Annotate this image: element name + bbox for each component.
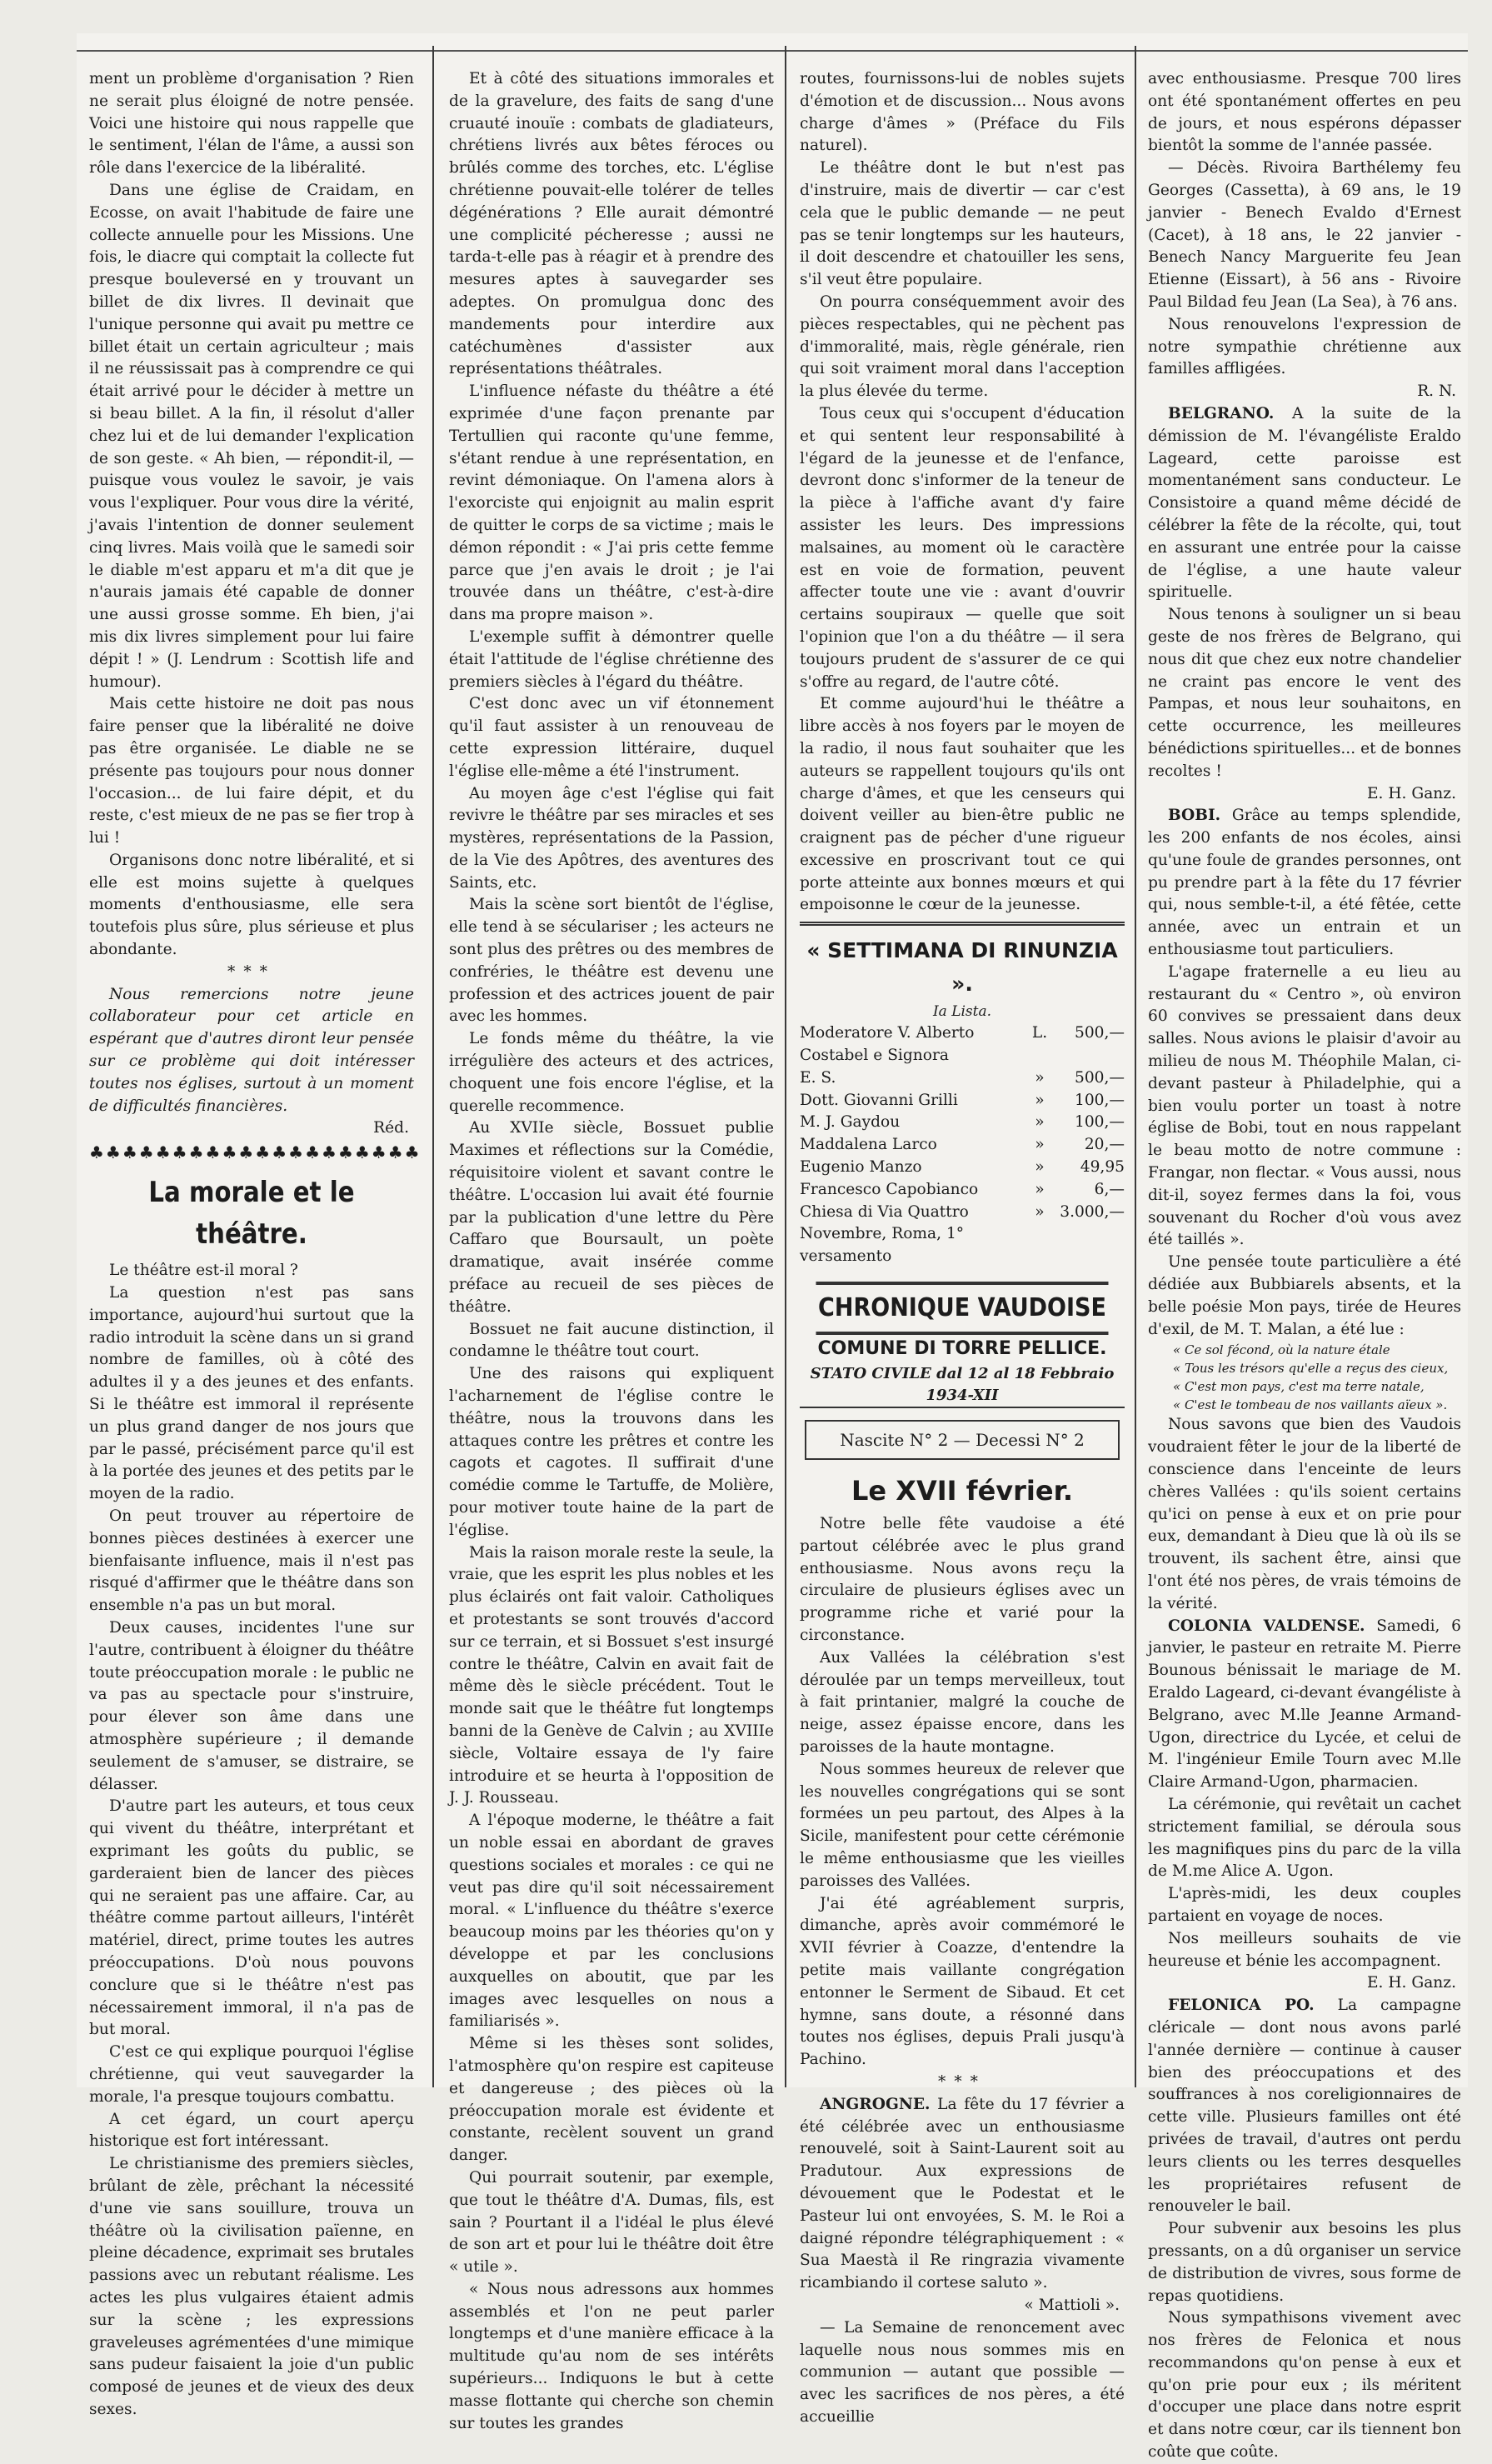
- paragraph: La question n'est pas sans importance, aujourd'hui surtout que la radio introduit la scène dans un si grand nombre de familles, où à côté des adultes il y a des jeunes et des enfants. Si le théâtre est immoral il représente un plus grand danger de nos jours que par le passé, précisément parce qu'il est à la portée des jeunes et des petits par le moyen de la radio.: [89, 1284, 414, 1503]
- column-4: [1148, 68, 1462, 2462]
- signature: « Mattioli ».: [1024, 2296, 1120, 2314]
- paragraph: L'après-midi, les deux couples partaient en voyage de noces.: [1148, 1885, 1461, 1925]
- paragraph: — La Semaine de renoncement avec laquelle nous nous sommes mis en communion — autant que possible — avec les sacrifices de nos pères, a été accueillie: [800, 2318, 1125, 2426]
- paragraph: C'est donc avec un vif étonnement qu'il faut assister à un renouveau de cette expression littéraire, duquel l'église elle-même a été l'instrument.: [449, 695, 774, 780]
- paragraph: C'est ce qui explique pourquoi l'église chrétienne, qui veut sauvegarder la morale, l'a presque toujours combattu.: [89, 2043, 414, 2106]
- paragraph: Même si les thèses sont solides, l'atmosphère qu'on respire est capiteuse et dangereuse ; des pièces où la préoccupation morale est évidente et constante, recèlent souvent un grand danger.: [449, 2035, 774, 2165]
- signature: Réd.: [373, 1119, 409, 1137]
- donation-amount: 100,—: [1075, 1113, 1125, 1132]
- signature: R. N.: [1417, 382, 1456, 401]
- column-rule: [432, 46, 434, 2087]
- paragraph: Le fonds même du théâtre, la vie irrégulière des acteurs et des actrices, choquent une fois encore l'église, et la querelle recommence.: [449, 1030, 774, 1115]
- paragraph: « Nous nous adressons aux hommes assemblés et l'on ne peut parler longtemps et d'une manière efficace à la multitude qu'au nom de ses intérêts supérieurs... Indiquons le but à cette masse flottante qui cherche son chemin sur toutes les grandes: [449, 2280, 774, 2432]
- currency-mark: »: [1035, 1113, 1045, 1132]
- paragraph: Et à côté des situations immorales et de la gravelure, des faits de sang d'une cruauté inouïe : combats de gladiateurs, chrétiens livrés aux bêtes féroces ou brûlés comme des torches, etc. L'église chrétienne pouvait-elle tolérer de telles dégénérations ? Elle aurait démontré une complicité pécheresse ; aussi ne tarda-t-elle pas à réagir et à prendre des mesures aptes à sauvegarder ses adeptes. On promulgua donc des mandements pour interdire aux catéchumènes d'assister aux représentations théâtrales.: [449, 70, 774, 378]
- paragraph: Organisons donc notre libéralité, et si elle est moins sujette à quelques moments d'enthousiasme, elle sera toutefois plus sûre, plus sérieuse et plus abondante.: [89, 851, 414, 959]
- donation-row: [800, 1067, 1125, 1090]
- donor-name: Maddalena Larco: [800, 1136, 937, 1154]
- paragraph: Le christianisme des premiers siècles, brûlant de zèle, prêchant la nécessité d'une vie sans souillure, trouva un théâtre où la civilisation païenne, en pleine décadence, exprimait ses brutales passions avec un rebutant réalisme. Les actes les plus vulgaires étaient admis sur la scène ; les expressions graveleuses agrémentées d'une mimique sans pudeur faisaient la joie d'un public composé de jeunes et de vieux des deux sexes.: [89, 2155, 414, 2418]
- paragraph: Nous renouvelons l'expression de notre sympathie chrétienne aux familles affligées.: [1148, 315, 1461, 378]
- comune-heading: COMUNE DI TORRE PELLICE.: [817, 1338, 1107, 1360]
- donor-name: Moderatore V. Alberto Costabel e Signora: [800, 1024, 975, 1065]
- stato-civile-heading: STATO CIVILE dal 12 al 18 Febbraio 1934-XII: [800, 1363, 1125, 1408]
- column-rule: [785, 46, 786, 2087]
- paragraph: L'exemple suffit à démontrer quelle était l'attitude de l'église chrétienne des premiers siècles à l'égard du théâtre.: [449, 627, 774, 691]
- paragraph: [1148, 1616, 1461, 1794]
- signature: E. H. Ganz.: [1366, 1974, 1456, 1992]
- donor-name: Chiesa di Via Quattro Novembre, Roma, 1° versamento: [800, 1202, 969, 1266]
- paragraph: Nous savons que bien des Vaudois voudraient fêter le jour de la liberté de conscience dans l'enceinte de leurs chères Vallées : qu'ils soient certains qu'ici on pense à eux et on prie pour eux, demandant à Dieu que là où ils se trouvent, ils sachent être, ainsi que l'ont été nos pères, de vrais témoins de la vérité.: [1148, 1416, 1461, 1612]
- place-name: BELGRANO.: [1168, 404, 1275, 422]
- donation-row: [800, 1179, 1125, 1202]
- section-separator: ***: [227, 962, 276, 981]
- paragraph: Dans une église de Craidam, en Ecosse, on avait l'habitude de faire une collecte annuelle pour les Missions. Une fois, le diacre qui comptait la collecte fut presque bouleversé en y trouvant un billet de dix livres. Il devinait que l'unique personne qui avait pu mettre ce billet était un certain agriculteur ; mais il ne réussissait pas à comprendre ce qui était arrivé pour le décider à mettre un si beau billet. A la fin, il résolut d'aller chez lui et de lui demander l'explication de son geste. « Ah bien, — répondit-il, — puisque vous voulez le savoir, je vais vous l'expliquer. Pour vous dire la vérité, j'avais l'intention de donner seulement cinq livres. Mais voilà que le samedi soir le diable m'est apparu et m'a dit que je n'aurais jamais été capable de donner une aussi grosse somme. Eh bien, j'ai mis dix livres simplement pour lui faire dépit ! » (J. Lendrum : Scottish life and humour).: [89, 181, 414, 691]
- paragraph: Aux Vallées la célébration s'est déroulée par un temps merveilleux, tout à fait printanier, malgré la couche de neige, assez épaisse encore, dans les paroisses de la haute montagne.: [800, 1648, 1125, 1757]
- paragraph: Une des raisons qui expliquent l'acharnement de l'église contre le théâtre, nous la trouvons dans les attaques contre les prêtres et contre les cagots et cagotes. Il suffirait d'une comédie comme le Tartuffe, de Molière, pour motiver toute haine de la part de l'église.: [449, 1365, 774, 1539]
- paragraph: Mais cette histoire ne doit pas nous faire penser que la libéralité ne doive pas être organisée. Le diable ne se présente pas toujours pour nous donner l'occasion... de lui faire dépit, et du reste, c'est mieux de ne pas se fier trop à lui !: [89, 695, 414, 847]
- section-separator: ***: [938, 2072, 986, 2091]
- paragraph: L'influence néfaste du théâtre a été exprimée d'une façon prenante par Tertullien qui raconte qu'une femme, s'étant rendue à une représentation, en revint démoniaque. On l'amena alors à l'exorciste qui enjoignit au malin esprit de quitter le corps de sa victime ; mais le démon répondit : « J'ai pris cette femme parce que j'en avais le droit ; je l'ai trouvée dans un théâtre, c'est-à-dire dans ma propre maison ».: [449, 382, 774, 624]
- paragraph: Tous ceux qui s'occupent d'éducation et qui sentent leur responsabilité à l'égard de la jeunesse et de l'enfance, devront donc s'informer de la teneur de la pièce à l'affiche avant d'y faire assister les leurs. Des impressions malsaines, au moment où le caractère est en voie de formation, peuvent affecter toute une vie : avant d'ouvrir certains soupiraux — quelle que soit l'opinion que l'on a du théâtre — il sera toujours prudent de s'assurer de ce qui s'offre au regard, de l'autre côté.: [800, 404, 1125, 691]
- paragraph: Le théâtre est-il moral ?: [109, 1262, 298, 1280]
- paragraph: Au XVIIe siècle, Bossuet publie Maximes et réflections sur la Comédie, réquisitoire violent et savant contre le théâtre. L'occasion lui avait été fournie par la publication d'une lettre du Père Caffaro que Boursault, un poète dramatique, avait insérée comme préface au recueil de ses pièces de théâtre.: [449, 1119, 774, 1316]
- poem-line: « Tous les trésors qu'elle a reçus des cieux,: [1173, 1361, 1449, 1377]
- paragraph: Nos meilleurs souhaits de vie heureuse et bénie les accompagnent.: [1148, 1929, 1461, 1970]
- donor-name: M. J. Gaydou: [800, 1113, 901, 1132]
- currency-mark: »: [1035, 1158, 1045, 1177]
- place-name: BOBI.: [1168, 807, 1221, 825]
- column-1: [89, 68, 422, 2418]
- paragraph: Notre belle fête vaudoise a été partout célébrée avec le plus grand enthousiasme. Nous avons reçu la circulaire de plusieurs églises avec un programme riche et varié pour la circonstance.: [800, 1515, 1125, 1645]
- column-rule: [1135, 46, 1136, 2087]
- paragraph: Le théâtre dont le but n'est pas d'instruire, mais de divertir — car c'est cela que le public demande — ne peut pas se tenir longtemps sur les hauteurs, il doit descendre et chatouiller les sens, s'il veut être populaire.: [800, 159, 1125, 289]
- donor-name: E. S.: [800, 1068, 836, 1087]
- paragraph: Et comme aujourd'hui le théâtre a libre accès à nos foyers par le moyen de la radio, il nous faut souhaiter que les auteurs se rappellent toujours qu'ils ont charge d'âmes, et que les censeurs qui doivent veiller au bien-être public ne craignent pas de pécher d'une rigueur excessive en proscrivant tout ce qui porte atteinte aux bonnes mœurs et qui empoisonne le cœur de la jeunesse.: [800, 695, 1125, 914]
- donor-name: Francesco Capobianco: [800, 1180, 979, 1198]
- paragraph: Deux causes, incidentes l'une sur l'autre, contribuent à éloigner du théâtre toute préoccupation morale : le public ne va pas au spectacle pour s'instruire, pour élever son âme dans une atmosphère supérieure ; il demande seulement de s'amuser, se distraire, se délasser.: [89, 1619, 414, 1793]
- paragraph: — Décès. Rivoira Barthélemy feu Georges (Cassetta), à 69 ans, le 19 janvier - Benech Evaldo d'Ernest (Cacet), à 18 ans, le 22 janvier - Benech Nancy Marguerite feu Jean Etienne (Eissart), à 56 ans - Rivoire Paul Bildad feu Jean (La Sea), à 76 ans.: [1148, 159, 1461, 311]
- paragraph: On pourra conséquemment avoir des pièces respectables, qui ne pèchent pas d'immoralité, mais, règle générale, rien qui soit vraiment moral dans l'acception la plus élevée du terme.: [800, 292, 1125, 401]
- chronique-title: CHRONIQUE VAUDOISE: [816, 1282, 1109, 1335]
- donation-amount: 49,95: [1080, 1158, 1125, 1177]
- paragraph: Nous sommes heureux de relever que les nouvelles congrégations qui se sont formées un peu partout, des Alpes à la Sicile, manifestent pour cette cérémonie le même enthousiasme que les vieilles paroisses des Vallées.: [800, 1760, 1125, 1890]
- donation-amount: 500,—: [1075, 1024, 1125, 1042]
- paragraph: Nous sympathisons vivement avec nos frères de Felonica et nous recommandons qu'on pense à eux et qu'on prie pour eux ; ils méritent d'occuper une place dans notre esprit et dans notre cœur, car ils tiennent bon coûte que coûte.: [1148, 2309, 1461, 2462]
- newspaper-page: [77, 33, 1468, 2462]
- top-rule: [77, 50, 1468, 52]
- paragraph: Qui pourrait soutenir, par exemple, que tout le théâtre d'A. Dumas, fils, est sain ? Pourtant il a l'idéal le plus élevé de son art et pour lui le théâtre doit être « utile ».: [449, 2168, 774, 2277]
- article-title: La morale et le théâtre.: [148, 1176, 355, 1252]
- donor-name: Dott. Giovanni Grilli: [800, 1091, 958, 1109]
- paragraph: ment un problème d'organisation ? Rien ne serait plus éloigné de notre pensée. Voici une histoire qui nous rappelle que le sentiment, l'élan de l'âme, a aussi son rôle dans l'exercice de la libéralité.: [89, 70, 414, 177]
- list-subtitle: Ia Lista.: [932, 1003, 992, 1021]
- ornament-divider: ♣♣♣♣♣♣♣♣♣♣♣♣♣♣♣♣♣♣♣♣: [89, 1142, 422, 1163]
- paragraph: Au moyen âge c'est l'église qui fait revivre le théâtre par ses miracles et ses mystères, représentations de la Passion, de la Vie des Apôtres, des aventures des Saints, etc.: [449, 784, 774, 892]
- paragraph: On peut trouver au répertoire de bonnes pièces destinées à exercer une bienfaisante influence, mais il n'est pas risqué d'affirmer que le théâtre dans son ensemble n'a pas un but moral.: [89, 1507, 414, 1615]
- donation-amount: 6,—: [1094, 1180, 1125, 1198]
- column-2: [449, 68, 774, 2432]
- article-title: Le XVII février.: [851, 1475, 1073, 1507]
- paragraph: routes, fournissons-lui de nobles sujets d'émotion et de discussion... Nous avons charge d'âmes » (Préface du Fils naturel).: [800, 70, 1125, 155]
- paragraph: Bossuet ne fait aucune distinction, il condamne le théâtre tout court.: [449, 1320, 774, 1361]
- paragraph: A l'époque moderne, le théâtre a fait un noble essai en abordant de graves questions sociales et morales : ce qui ne veut pas dire qu'il soit nécessairement moral. « L'influence du théâtre s'exerce beaucoup moins par les théories qu'on y développe et par les conclusions auxquelles on aboutit, que par les images avec lesquelles on nous a familiarisés ».: [449, 1812, 774, 2031]
- donation-amount: 500,—: [1075, 1068, 1125, 1087]
- poem: [1148, 1341, 1461, 1414]
- paragraph: [800, 2094, 1125, 2295]
- donation-row: [800, 1134, 1125, 1157]
- editor-note: Nous remercions notre jeune collaborateur pour cet article en espérant que d'autres diront leur pensée sur ce problème qui doit intéresser toutes nos églises, surtout à un moment de difficultés financières.: [89, 985, 414, 1115]
- paragraph: A cet égard, un court aperçu historique est fort intéressant.: [89, 2110, 414, 2151]
- place-name: COLONIA VALDENSE.: [1168, 1617, 1365, 1635]
- donation-row: [800, 1202, 1125, 1268]
- births-deaths-box: Nascite N° 2 — Decessi N° 2: [805, 1420, 1120, 1460]
- donation-row: [800, 1090, 1125, 1112]
- paragraph: Mais la raison morale reste la seule, la vraie, que les esprit les plus nobles et les plus éclairés ont fait valoir. Catholiques et protestants se sont trouvés d'accord sur ce terrain, et si Bossuet s'est insurgé contre le théâtre, Calvin en avait fait de même dès le siècle précédent. Tout le monde sait que le théâtre fut longtemps banni de la Genève de Calvin ; au XVIIIe siècle, Voltaire essaya de l'y faire introduire et se heurta à l'opposition de J. J. Rousseau.: [449, 1543, 774, 1807]
- paragraph: Une pensée toute particulière a été dédiée aux Bubbiarels absents, et la belle poésie Mon pays, tirée de Heures d'exil, de M. T. Malan, a été lue :: [1148, 1253, 1461, 1338]
- currency-mark: »: [1035, 1136, 1045, 1154]
- donation-amount: 20,—: [1084, 1136, 1125, 1154]
- paragraph: J'ai été agréablement surpris, dimanche, après avoir commémoré le XVII février à Coazze, d'entendre la petite mais vaillante congrégation entonner le Serment de Sibaud. Et cet hymne, sans doute, a résonné dans toutes nos églises, depuis Prali jusqu'à Pachino.: [800, 1894, 1125, 2069]
- poem-line: « Ce sol fécond, où la nature étale: [1173, 1342, 1390, 1358]
- paragraph: avec enthousiasme. Presque 700 lires ont été spontanément offertes en peu de jours, et nous espérons dépasser bientôt la somme de l'année passée.: [1148, 70, 1461, 155]
- donation-amount: 3.000,—: [1060, 1202, 1125, 1221]
- currency-mark: »: [1035, 1068, 1045, 1087]
- paragraph: [1148, 805, 1461, 962]
- paragraph-text: Grâce au temps splendide, les 200 enfants de nos écoles, ainsi qu'une foule de grandes personnes, ont pu prendre part à la fête du 17 février qui, nous semble-t-il, a été fêtée, cette année, avec un entrain et un enthousiasme tout particuliers.: [1148, 807, 1462, 959]
- paragraph: D'autre part les auteurs, et tous ceux qui vivent du théâtre, interprétant et exprimant les goûts du public, se garderaient bien de lancer des pièces qui ne seraient pas une affaire. Car, au théâtre comme partout ailleurs, l'intérêt matériel, direct, prime toutes les autres préoccupations. D'où nous pouvons conclure que si le théâtre n'est pas nécessairement immoral, il n'a pas de but moral.: [89, 1797, 414, 2039]
- poem-line: « C'est le tombeau de nos vaillants aïeux ».: [1173, 1397, 1448, 1413]
- currency-mark: »: [1035, 1202, 1045, 1221]
- paragraph: L'agape fraternelle a eu lieu au restaurant du « Centro », où environ 60 convives se pressaient dans deux salles. Nous avions le plaisir d'avoir au milieu de nous M. Théophile Malan, ci-devant pasteur à Philadelphie, qui a bien voulu porter un toast à notre église de Bobi, tout en nous rappelant le beau motto de notre commune : Frangar, non flectar. « Vous aussi, nous dit-il, soyez fermes dans la foi, vous souvenant du Rocher d'où vous avez été taillés ».: [1148, 962, 1461, 1249]
- column-3: [800, 68, 1125, 2426]
- paragraph: Pour subvenir aux besoins les plus pressants, on a dû organiser un service de distribution de vivres, sous forme de repas quotidiens.: [1148, 2220, 1461, 2305]
- donation-row: [800, 1022, 1125, 1067]
- signature: E. H. Ganz.: [1366, 784, 1456, 802]
- paragraph: Mais la scène sort bientôt de l'église, elle tend à se séculariser ; les acteurs ne sont plus des prêtres ou des membres de confréries, le théâtre est devenu une profession et des actrices jouent de pair avec les hommes.: [449, 896, 774, 1026]
- paragraph-text: A la suite de la démission de M. l'évangéliste Eraldo Lageard, cette paroisse est momentanément sans conducteur. Le Consistoire a quand même décidé de célébrer la fête de la récolte, qui, tout en assurant une entrée pour la caisse de l'église, a une haute valeur spirituelle.: [1148, 404, 1461, 602]
- currency-mark: »: [1035, 1180, 1045, 1198]
- donation-row: [800, 1112, 1125, 1134]
- paragraph: Nous tenons à souligner un si beau geste de nos frères de Belgrano, qui nous dit que chez eux notre chandelier ne craint pas encore le vent des Pampas, et nous leur souhaitons, en cette occurrence, les meilleures bénédictions spirituelles... et de bonnes recoltes !: [1148, 606, 1461, 780]
- paragraph-text: La campagne cléricale — dont nous avons parlé l'année dernière — continue à causer bien des préoccupations et des souffrances à nos coreligionnaires de cette ville. Plusieurs familles ont été privées de travail, d'autres ont perdu leurs clients ou les terres desquelles les propriétaires refusent de renouveler le bail.: [1148, 1997, 1461, 2216]
- poem-line: « C'est mon pays, c'est ma terre natale,: [1173, 1379, 1425, 1395]
- paragraph: [1148, 403, 1461, 604]
- place-name: ANGROGNE.: [820, 2095, 931, 2113]
- donation-list: [800, 1022, 1125, 1268]
- currency-mark: »: [1035, 1091, 1045, 1109]
- donation-row: [800, 1157, 1125, 1179]
- currency-mark: L.: [1031, 1024, 1048, 1042]
- paragraph: [1148, 1995, 1461, 2218]
- donation-amount: 100,—: [1075, 1091, 1125, 1109]
- place-name: FELONICA PO.: [1168, 1997, 1315, 2015]
- paragraph-text: La fête du 17 février a été célébrée avec un enthousiasme renouvelé, soit à Saint-Laurent soit au Pradutour. Aux expressions de dévouement que le Podestat et le Pasteur lui ont envoyées, S. M. le Roi a daigné répondre télégraphiquement : « Sua Maestà il Re ringrazia vivamente ricambiando il cortese saluto ».: [800, 2095, 1125, 2292]
- paragraph: La cérémonie, qui revêtait un cachet strictement familial, se déroula sous les magnifiques pins du parc de la villa de M.me Alice A. Ugon.: [1148, 1795, 1461, 1881]
- settimana-title: « SETTIMANA DI RINUNZIA ».: [800, 922, 1125, 1001]
- paragraph-text: Samedi, 6 janvier, le pasteur en retraite M. Pierre Bounous bénissait le mariage de M. Eraldo Lageard, ci-devant évangéliste à Belgrano, avec M.lle Jeanne Armand-Ugon, directrice du Lycée, et celui de M. l'ingénieur Emile Tourn avec M.lle Claire Armand-Ugon, pharmacien.: [1148, 1617, 1461, 1792]
- donor-name: Eugenio Manzo: [800, 1158, 922, 1177]
